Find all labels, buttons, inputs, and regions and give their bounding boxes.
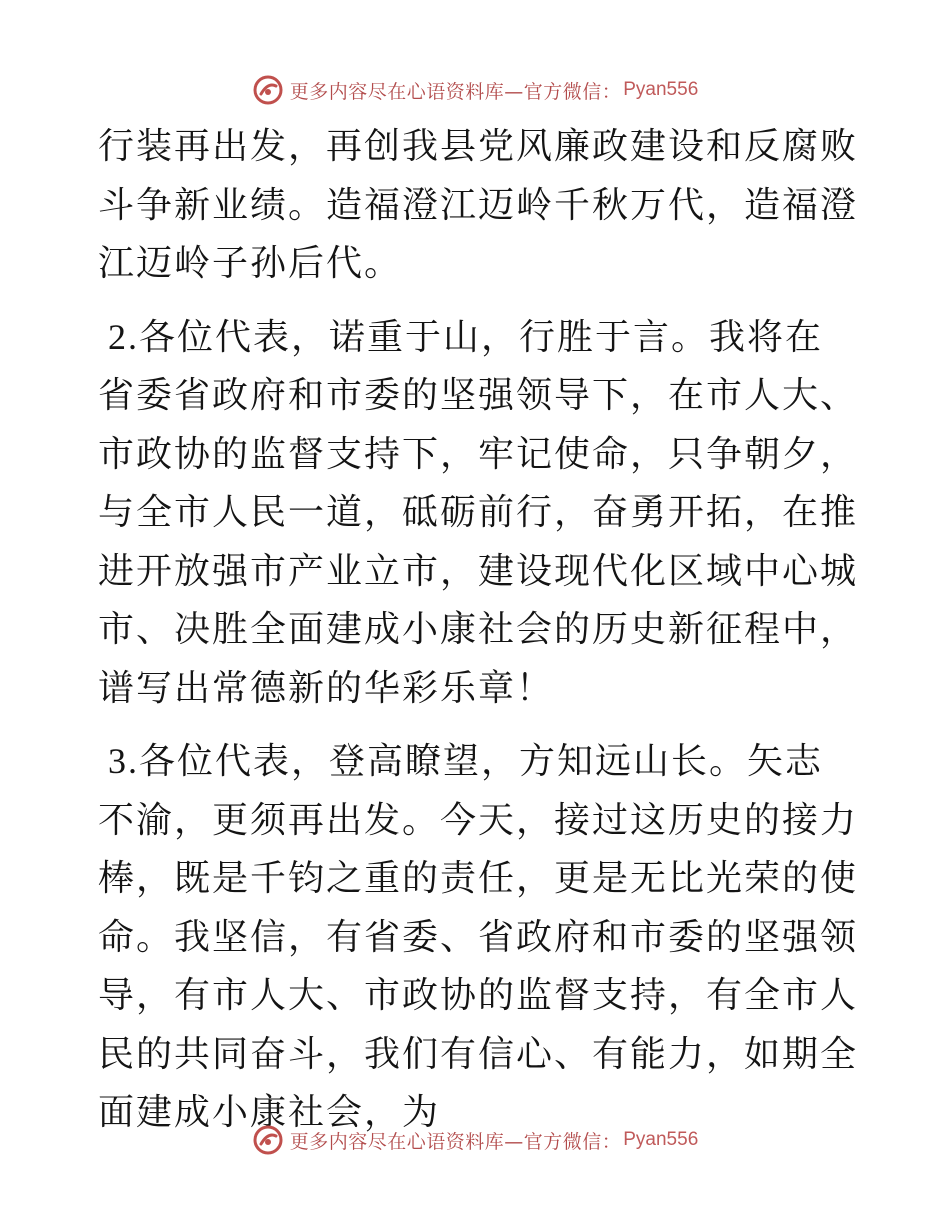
watermark-logo-icon <box>252 1124 284 1156</box>
watermark-logo-icon <box>252 74 284 106</box>
watermark-wechat-id: Pyan556 <box>623 79 699 100</box>
paragraph-text: 行装再出发，再创我县党风廉政建设和反腐败斗争新业绩。造福澄江迈岭千秋万代，造福澄江迈岭子孙后代。 <box>98 126 859 284</box>
watermark-footer <box>0 1120 950 1160</box>
paragraph-number: 2. <box>108 316 139 357</box>
watermark-text: 更多内容尽在心语资料库—官方微信： <box>289 1130 622 1153</box>
paragraph-text: 各位代表，登高瞭望，方知远山长。矢志不渝，更须再出发。今天，接过这历史的接力棒，既是千钧之重的责任，更是无比光荣的使命。我坚信，有省委、省政府和市委的坚强领导，有市人大、市政协的监督支持，有全市人民的共同奋斗，我们有信心、有能力，如期全面建成小康社会，为 <box>98 741 859 1133</box>
paragraph-2 <box>98 308 858 719</box>
watermark-header <box>0 70 950 110</box>
paragraph-text: 各位代表，诺重于山，行胜于言。我将在省委省政府和市委的坚强领导下，在市人大、市政协的监督支持下，牢记使命，只争朝夕，与全市人民一道，砥砺前行，奋勇开拓，在推进开放强市产业立市，建设现代化区域中心城市、决胜全面建成小康社会的历史新征程中，谱写出常德新的华彩乐章！ <box>98 316 859 709</box>
paragraph-number: 3. <box>108 741 139 781</box>
paragraph-continuation <box>98 118 858 294</box>
watermark-wechat-id: Pyan556 <box>623 1129 699 1150</box>
paragraph-3 <box>98 732 858 1143</box>
watermark-text: 更多内容尽在心语资料库—官方微信： <box>289 80 622 103</box>
document-body <box>98 118 858 1157</box>
